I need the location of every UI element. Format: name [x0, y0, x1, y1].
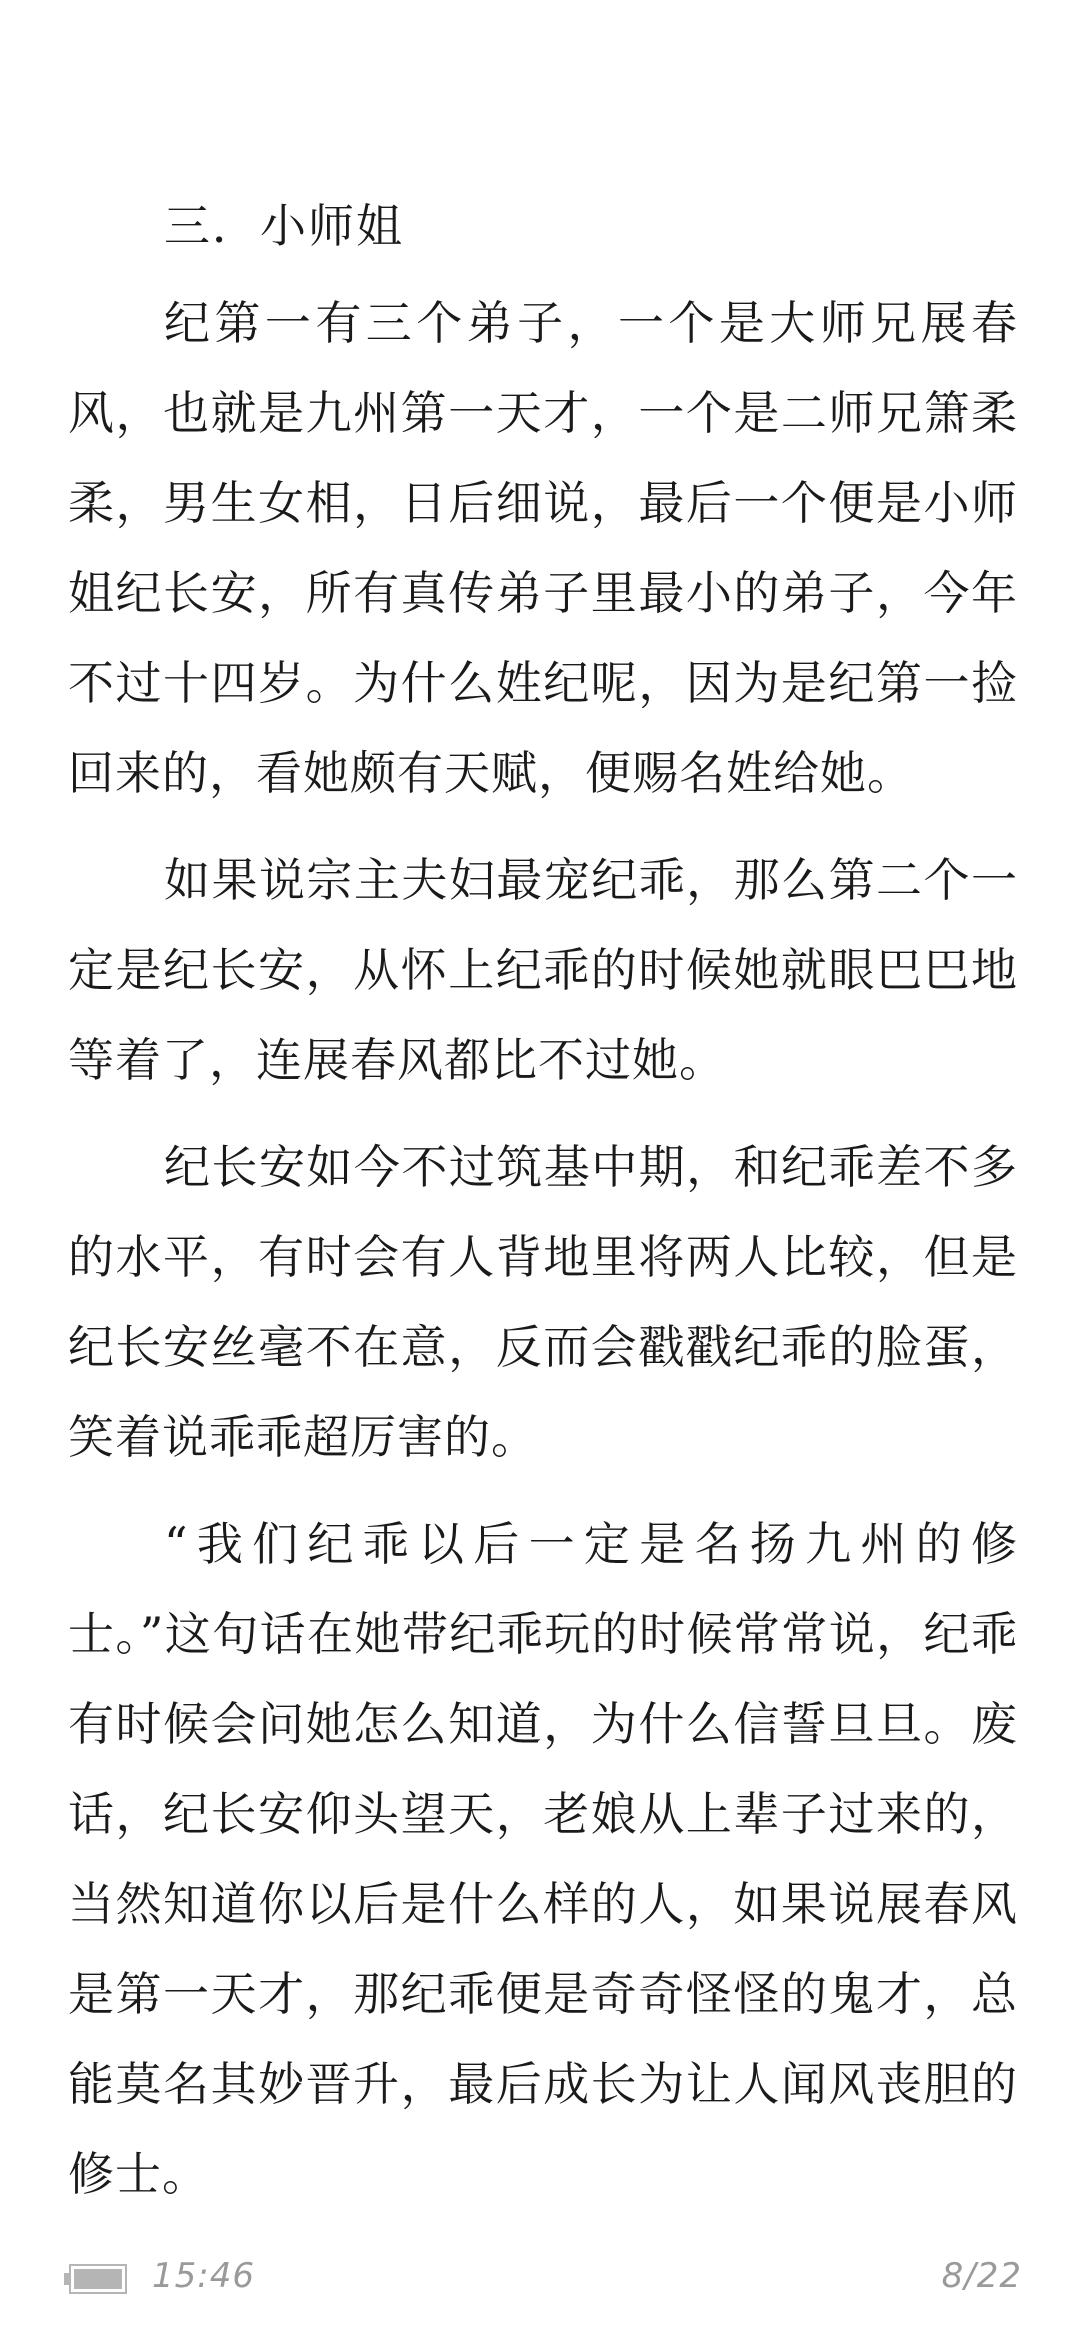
paragraph: 纪长安如今不过筑基中期，和纪乖差不多的水平，有时会有人背地里将两人比较，但是纪长安丝毫不在意，反而会戳戳纪乖的脸蛋，笑着说乖乖超厉害的。	[68, 1140, 1018, 1464]
paragraph: 纪第一有三个弟子，一个是大师兄展春风，也就是九州第一天才，一个是二师兄箫柔柔，男生女相，日后细说，最后一个便是小师姐纪长安，所有真传弟子里最小的弟子，今年不过十四岁。为什么姓纪呢，因为是纪第一捡回来的，看她颇有天赋，便赐名姓给她。	[68, 296, 1018, 800]
paragraph: “我们纪乖以后一定是名扬九州的修士。”这句话在她带纪乖玩的时候常常说，纪乖有时候会问她怎么知道，为什么信誓旦旦。废话，纪长安仰头望天，老娘从上辈子过来的，当然知道你以后是什么样的人，如果说展春风是第一天才，那纪乖便是奇奇怪怪的鬼才，总能莫名其妙晋升，最后成长为让人闻风丧胆的修士。	[68, 1517, 1018, 2200]
paragraph: 如果说宗主夫妇最宠纪乖，那么第二个一定是纪长安，从怀上纪乖的时候她就眼巴巴地等着了，连展春风都比不过她。	[68, 853, 1018, 1087]
clock-time: 15:46	[152, 2256, 255, 2296]
battery-icon	[64, 2264, 128, 2294]
page-indicator: 8/22	[941, 2256, 1022, 2296]
chapter-title: 三．小师姐	[164, 199, 404, 253]
reader-page[interactable]	[68, 190, 1018, 2200]
reader-status-bar	[0, 2240, 1080, 2310]
